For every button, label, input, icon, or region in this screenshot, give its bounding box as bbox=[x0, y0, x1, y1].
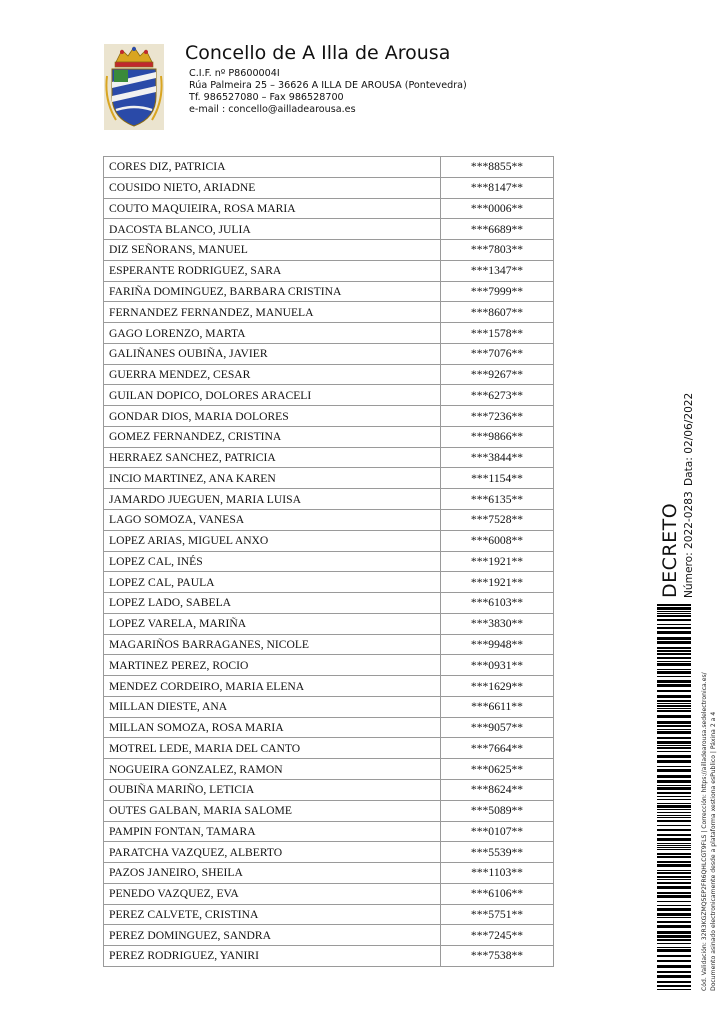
person-name: PEREZ CALVETE, CRISTINA bbox=[104, 904, 441, 925]
person-name: PAZOS JANEIRO, SHEILA bbox=[104, 863, 441, 884]
table-row bbox=[104, 260, 554, 281]
table-row bbox=[104, 364, 554, 385]
masked-id: ***6273** bbox=[441, 385, 554, 406]
table-row bbox=[104, 593, 554, 614]
table-row bbox=[104, 696, 554, 717]
validation-code: Cód. Validación: 32R3KGZMQ5EP2FR6QHLCGT9FLS | Corrección: https://ailladearousa.sedelectronica.es/ bbox=[701, 672, 708, 991]
table-row bbox=[104, 219, 554, 240]
masked-id: ***1578** bbox=[441, 323, 554, 344]
masked-id: ***6135** bbox=[441, 489, 554, 510]
table-row bbox=[104, 385, 554, 406]
table-row bbox=[104, 717, 554, 738]
person-name: CORES DIZ, PATRICIA bbox=[104, 157, 441, 178]
tax-id: C.I.F. nº P8600004I bbox=[189, 68, 280, 79]
table-row bbox=[104, 655, 554, 676]
roster-table bbox=[103, 156, 554, 967]
person-name: LOPEZ ARIAS, MIGUEL ANXO bbox=[104, 530, 441, 551]
table-row bbox=[104, 551, 554, 572]
person-name: PEREZ DOMINGUEZ, SANDRA bbox=[104, 925, 441, 946]
masked-id: ***7803** bbox=[441, 240, 554, 261]
table-row bbox=[104, 925, 554, 946]
masked-id: ***6106** bbox=[441, 883, 554, 904]
masked-id: ***1154** bbox=[441, 468, 554, 489]
person-name: MILLAN SOMOZA, ROSA MARIA bbox=[104, 717, 441, 738]
document-type: DECRETO bbox=[659, 502, 681, 598]
table-row bbox=[104, 406, 554, 427]
table-row bbox=[104, 510, 554, 531]
table-row bbox=[104, 613, 554, 634]
phone-fax: Tf. 986527080 – Fax 986528700 bbox=[189, 92, 344, 103]
person-name: DIZ SEÑORANS, MANUEL bbox=[104, 240, 441, 261]
table-row bbox=[104, 572, 554, 593]
table-row bbox=[104, 842, 554, 863]
person-name: GUERRA MENDEZ, CESAR bbox=[104, 364, 441, 385]
masked-id: ***1103** bbox=[441, 863, 554, 884]
table-row bbox=[104, 468, 554, 489]
person-name: HERRAEZ SANCHEZ, PATRICIA bbox=[104, 447, 441, 468]
table-row bbox=[104, 323, 554, 344]
table-row bbox=[104, 240, 554, 261]
masked-id: ***7236** bbox=[441, 406, 554, 427]
person-name: MOTREL LEDE, MARIA DEL CANTO bbox=[104, 738, 441, 759]
table-row bbox=[104, 530, 554, 551]
table-row bbox=[104, 676, 554, 697]
masked-id: ***9267** bbox=[441, 364, 554, 385]
masked-id: ***1347** bbox=[441, 260, 554, 281]
table-row bbox=[104, 863, 554, 884]
table-row bbox=[104, 904, 554, 925]
masked-id: ***7538** bbox=[441, 946, 554, 967]
masked-id: ***6611** bbox=[441, 696, 554, 717]
person-name: PAMPIN FONTAN, TAMARA bbox=[104, 821, 441, 842]
person-name: PENEDO VAZQUEZ, EVA bbox=[104, 883, 441, 904]
table-row bbox=[104, 634, 554, 655]
person-name: LOPEZ LADO, SABELA bbox=[104, 593, 441, 614]
email: e-mail : concello@ailladearousa.es bbox=[189, 104, 356, 115]
table-row bbox=[104, 198, 554, 219]
masked-id: ***8147** bbox=[441, 177, 554, 198]
table-row bbox=[104, 489, 554, 510]
person-name: MARTINEZ PEREZ, ROCIO bbox=[104, 655, 441, 676]
person-name: MILLAN DIESTE, ANA bbox=[104, 696, 441, 717]
masked-id: ***1629** bbox=[441, 676, 554, 697]
signature-note: Documento asinado electronicamente desde a plataforma xestiona esPublico | Páxina 2 a 4 bbox=[710, 711, 717, 991]
masked-id: ***0006** bbox=[441, 198, 554, 219]
table-row bbox=[104, 281, 554, 302]
masked-id: ***9866** bbox=[441, 426, 554, 447]
table-row bbox=[104, 800, 554, 821]
table-row bbox=[104, 821, 554, 842]
person-name: LAGO SOMOZA, VANESA bbox=[104, 510, 441, 531]
masked-id: ***1921** bbox=[441, 551, 554, 572]
person-name: MENDEZ CORDEIRO, MARIA ELENA bbox=[104, 676, 441, 697]
coat-of-arms-logo bbox=[104, 44, 164, 130]
masked-id: ***3844** bbox=[441, 447, 554, 468]
barcode bbox=[657, 604, 691, 990]
decree-number: Número: 2022-0283 bbox=[683, 491, 695, 598]
table-row bbox=[104, 447, 554, 468]
masked-id: ***5089** bbox=[441, 800, 554, 821]
masked-id: ***3830** bbox=[441, 613, 554, 634]
person-name: GONDAR DIOS, MARIA DOLORES bbox=[104, 406, 441, 427]
masked-id: ***9057** bbox=[441, 717, 554, 738]
person-name: LOPEZ CAL, PAULA bbox=[104, 572, 441, 593]
masked-id: ***7528** bbox=[441, 510, 554, 531]
masked-id: ***1921** bbox=[441, 572, 554, 593]
masked-id: ***5751** bbox=[441, 904, 554, 925]
masked-id: ***9948** bbox=[441, 634, 554, 655]
person-name: LOPEZ VARELA, MARIÑA bbox=[104, 613, 441, 634]
masked-id: ***8607** bbox=[441, 302, 554, 323]
person-name: COUTO MAQUIEIRA, ROSA MARIA bbox=[104, 198, 441, 219]
masked-id: ***5539** bbox=[441, 842, 554, 863]
person-name: GOMEZ FERNANDEZ, CRISTINA bbox=[104, 426, 441, 447]
municipality-title: Concello de A Illa de Arousa bbox=[185, 42, 451, 64]
person-name: NOGUEIRA GONZALEZ, RAMON bbox=[104, 759, 441, 780]
masked-id: ***6103** bbox=[441, 593, 554, 614]
masked-id: ***7664** bbox=[441, 738, 554, 759]
table-row bbox=[104, 302, 554, 323]
table-row bbox=[104, 157, 554, 178]
masked-id: ***0625** bbox=[441, 759, 554, 780]
person-name: GUILAN DOPICO, DOLORES ARACELI bbox=[104, 385, 441, 406]
person-name: GAGO LORENZO, MARTA bbox=[104, 323, 441, 344]
masked-id: ***0107** bbox=[441, 821, 554, 842]
person-name: JAMARDO JUEGUEN, MARIA LUISA bbox=[104, 489, 441, 510]
person-name: GALIÑANES OUBIÑA, JAVIER bbox=[104, 343, 441, 364]
person-name: COUSIDO NIETO, ARIADNE bbox=[104, 177, 441, 198]
person-name: FARIÑA DOMINGUEZ, BARBARA CRISTINA bbox=[104, 281, 441, 302]
roster-body bbox=[104, 157, 554, 967]
masked-id: ***6689** bbox=[441, 219, 554, 240]
masked-id: ***8855** bbox=[441, 157, 554, 178]
person-name: OUBIÑA MARIÑO, LETICIA bbox=[104, 779, 441, 800]
masked-id: ***7245** bbox=[441, 925, 554, 946]
person-name: PEREZ RODRIGUEZ, YANIRI bbox=[104, 946, 441, 967]
person-name: LOPEZ CAL, INÉS bbox=[104, 551, 441, 572]
masked-id: ***8624** bbox=[441, 779, 554, 800]
table-row bbox=[104, 177, 554, 198]
masked-id: ***0931** bbox=[441, 655, 554, 676]
person-name: DACOSTA BLANCO, JULIA bbox=[104, 219, 441, 240]
table-row bbox=[104, 738, 554, 759]
masked-id: ***6008** bbox=[441, 530, 554, 551]
person-name: OUTES GALBAN, MARIA SALOME bbox=[104, 800, 441, 821]
person-name: INCIO MARTINEZ, ANA KAREN bbox=[104, 468, 441, 489]
table-row bbox=[104, 343, 554, 364]
table-row bbox=[104, 883, 554, 904]
table-row bbox=[104, 759, 554, 780]
person-name: FERNANDEZ FERNANDEZ, MANUELA bbox=[104, 302, 441, 323]
masked-id: ***7076** bbox=[441, 343, 554, 364]
table-row bbox=[104, 946, 554, 967]
address: Rúa Palmeira 25 – 36626 A ILLA DE AROUSA (Pontevedra) bbox=[189, 80, 467, 91]
table-row bbox=[104, 779, 554, 800]
decree-date: Data: 02/06/2022 bbox=[683, 392, 695, 486]
person-name: PARATCHA VAZQUEZ, ALBERTO bbox=[104, 842, 441, 863]
masked-id: ***7999** bbox=[441, 281, 554, 302]
table-row bbox=[104, 426, 554, 447]
person-name: ESPERANTE RODRIGUEZ, SARA bbox=[104, 260, 441, 281]
person-name: MAGARIÑOS BARRAGANES, NICOLE bbox=[104, 634, 441, 655]
